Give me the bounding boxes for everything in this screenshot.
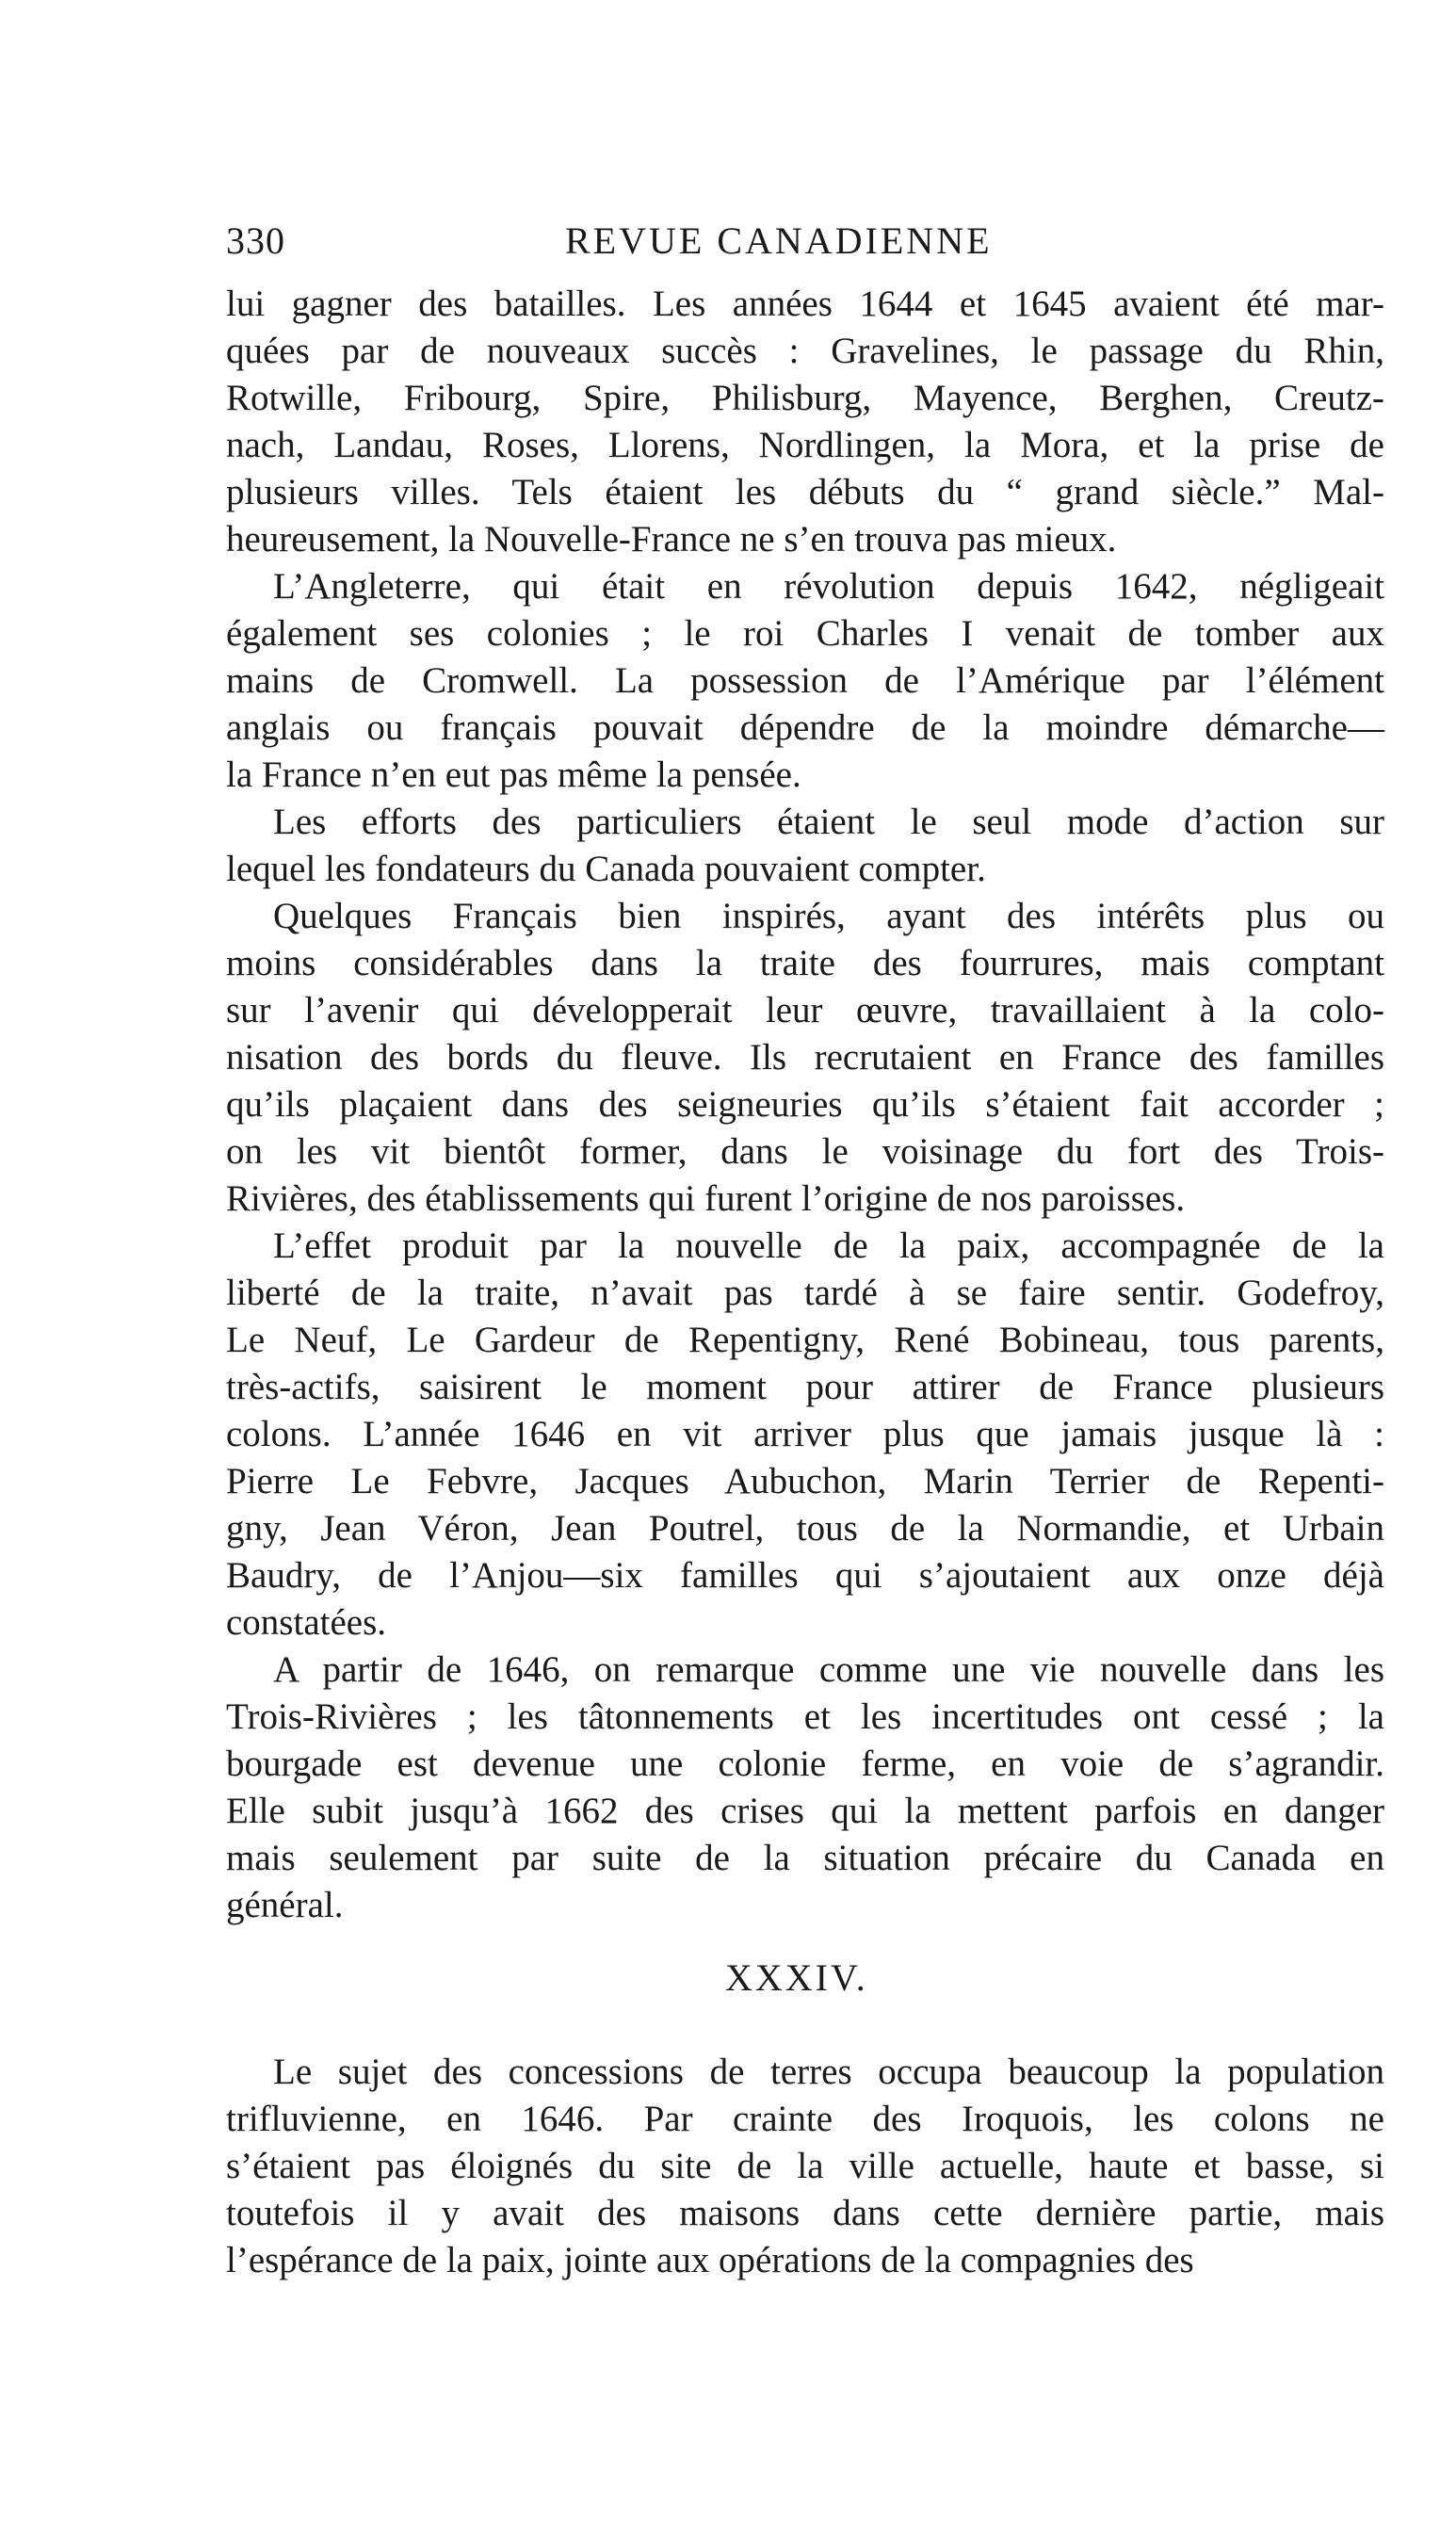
text-line: Pierre Le Febvre, Jacques Aubuchon, Marin Terrier de Repenti- [226, 1461, 1384, 1501]
text-line: A partir de 1646, on remarque comme une vie nouvelle dans les [273, 1649, 1384, 1690]
text-line: moins considérables dans la traite des fourrures, mais comptant [226, 943, 1384, 983]
text-line: l’espérance de la paix, jointe aux opérations de la compagnies des [226, 2240, 1194, 2280]
text-line: toutefois il y avait des maisons dans cette dernière partie, mais [226, 2193, 1384, 2233]
text-line: on les vit bientôt former, dans le voisinage du fort des Trois- [226, 1131, 1384, 1172]
text-line: Le Neuf, Le Gardeur de Repentigny, René Bobineau, tous parents, [226, 1320, 1384, 1360]
text-line: la France n’en eut pas même la pensée. [226, 754, 801, 795]
text-line: plusieurs villes. Tels étaient les débuts du “ grand siècle.” Mal- [226, 472, 1384, 512]
text-line: L’Angleterre, qui était en révolution depuis 1642, négligeait [273, 566, 1384, 607]
text-line: s’étaient pas éloignés du site de la ville actuelle, haute et basse, si [226, 2146, 1384, 2186]
paragraph [226, 563, 1384, 799]
paragraph [226, 2049, 1384, 2284]
text-line: mains de Cromwell. La possession de l’Amérique par l’élément [226, 660, 1384, 701]
running-head: REVUE CANADIENNE [565, 219, 993, 262]
text-line: lui gagner des batailles. Les années 1644 et 1645 avaient été mar- [226, 284, 1384, 324]
text-line: Les efforts des particuliers étaient le seul mode d’action sur [273, 802, 1384, 842]
paragraph [226, 1223, 1384, 1647]
text-line: L’effet produit par la nouvelle de la paix, accompagnée de la [273, 1225, 1384, 1266]
text-line: constatées. [226, 1602, 387, 1643]
text-line: heureusement, la Nouvelle-France ne s’en trouva pas mieux. [226, 519, 1117, 560]
text-line: sur l’avenir qui développerait leur œuvre, travaillaient à la colo- [226, 990, 1384, 1030]
text-line: Rivières, des établissements qui furent l’origine de nos paroisses. [226, 1178, 1186, 1219]
paragraph [226, 799, 1384, 893]
page-number: 330 [226, 219, 285, 262]
page-header [226, 213, 1017, 269]
body-text-after-section [226, 2049, 1384, 2284]
text-line: également ses colonies ; le roi Charles I venait de tomber aux [226, 613, 1384, 654]
paragraph [226, 281, 1384, 563]
text-line: mais seulement par suite de la situation précaire du Canada en [226, 1838, 1384, 1878]
text-line: gny, Jean Véron, Jean Poutrel, tous de la Normandie, et Urbain [226, 1508, 1384, 1549]
text-line: général. [226, 1885, 344, 1925]
paragraph [226, 1647, 1384, 1929]
paragraph [226, 893, 1384, 1223]
text-line: bourgade est devenue une colonie ferme, en voie de s’agrandir. [226, 1744, 1384, 1784]
text-line: très-actifs, saisirent le moment pour attirer de France plusieurs [226, 1367, 1384, 1407]
text-line: Le sujet des concessions de terres occupa beaucoup la population [273, 2052, 1384, 2092]
text-line: Elle subit jusqu’à 1662 des crises qui la mettent parfois en danger [226, 1791, 1384, 1831]
text-line: trifluvienne, en 1646. Par crainte des Iroquois, les colons ne [226, 2099, 1384, 2139]
text-line: Trois-Rivières ; les tâtonnements et les incertitudes ont cessé ; la [226, 1696, 1384, 1737]
text-line: liberté de la traite, n’avait pas tardé à se faire sentir. Godefroy, [226, 1273, 1384, 1313]
text-line: Rotwille, Fribourg, Spire, Philisburg, Mayence, Berghen, Creutz- [226, 378, 1384, 418]
text-line: quées par de nouveaux succès : Gravelines, le passage du Rhin, [226, 331, 1384, 371]
text-line: colons. L’année 1646 en vit arriver plus que jamais jusque là : [226, 1414, 1384, 1454]
text-line: Baudry, de l’Anjou—six familles qui s’ajoutaient aux onze déjà [226, 1555, 1384, 1596]
section-heading: XXXIV. [725, 1956, 868, 1999]
body-text-before-section [226, 281, 1384, 1929]
text-line: anglais ou français pouvait dépendre de la moindre démarche— [226, 707, 1384, 748]
text-line: Quelques Français bien inspirés, ayant des intérêts plus ou [273, 896, 1384, 936]
text-line: nisation des bords du fleuve. Ils recrutaient en France des familles [226, 1037, 1384, 1078]
text-line: nach, Landau, Roses, Llorens, Nordlingen, la Mora, et la prise de [226, 425, 1384, 465]
text-line: lequel les fondateurs du Canada pouvaient compter. [226, 849, 986, 889]
text-line: qu’ils plaçaient dans des seigneuries qu’ils s’étaient fait accorder ; [226, 1084, 1384, 1125]
